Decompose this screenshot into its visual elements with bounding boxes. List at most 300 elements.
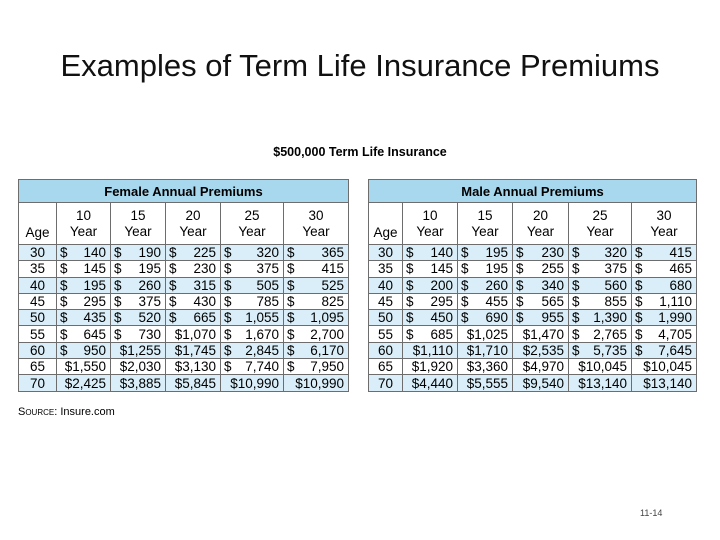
- table-row: [19, 375, 349, 391]
- term-unit: Year: [302, 223, 330, 239]
- premium-cell: [284, 342, 349, 358]
- term-years: 10: [75, 207, 92, 223]
- premium-cell: [57, 342, 111, 358]
- term-column-header: [458, 203, 513, 245]
- dollar-sign: $: [287, 277, 295, 293]
- dollar-sign: $: [169, 310, 177, 326]
- dollar-sign: $: [572, 277, 580, 293]
- premium-cell: [458, 342, 513, 358]
- premium-amount: 320: [256, 245, 279, 261]
- premium-cell: [569, 375, 632, 391]
- premium-cell: [513, 375, 569, 391]
- term-unit: Year: [179, 223, 207, 239]
- term-years: 25: [244, 207, 260, 223]
- premium-amount: 665: [193, 310, 216, 326]
- premium-cell: [57, 326, 111, 342]
- dollar-sign: $: [516, 245, 524, 261]
- premium-amount: 450: [430, 310, 453, 326]
- dollar-sign: $: [169, 294, 177, 310]
- term-unit: Year: [124, 223, 152, 239]
- premium-cell: [111, 261, 166, 277]
- dollar-sign: $: [516, 294, 524, 310]
- premium-cell: [221, 245, 284, 261]
- term-column-header: [284, 203, 349, 245]
- dollar-sign: $: [169, 277, 177, 293]
- term-unit: Year: [526, 223, 555, 239]
- premium-amount: 7,950: [310, 359, 344, 375]
- premium-cell: [166, 293, 221, 309]
- premium-cell: [403, 359, 458, 375]
- premium-amount: 4,705: [658, 326, 693, 342]
- premium-cell: [284, 326, 349, 342]
- premium-cell: [632, 245, 697, 261]
- premium-amount: 955: [541, 310, 564, 326]
- premium-amount: $1,110: [412, 342, 453, 358]
- table-row: [19, 277, 349, 293]
- table-row: [19, 359, 349, 375]
- dollar-sign: $: [114, 245, 122, 261]
- table-row: [369, 261, 697, 277]
- dollar-sign: $: [287, 245, 295, 261]
- dollar-sign: $: [114, 277, 122, 293]
- dollar-sign: $: [114, 310, 122, 326]
- dollar-sign: $: [224, 261, 232, 277]
- premium-amount: 255: [541, 261, 564, 277]
- premium-cell: [111, 310, 166, 326]
- dollar-sign: $: [635, 245, 643, 261]
- premium-amount: 690: [485, 310, 508, 326]
- dollar-sign: $: [60, 261, 68, 277]
- table-row: [369, 310, 697, 326]
- premium-cell: [513, 342, 569, 358]
- table-row: [19, 326, 349, 342]
- premium-cell: [166, 375, 221, 391]
- premium-amount: $5,845: [174, 375, 216, 391]
- premium-amount: 200: [430, 277, 453, 293]
- premium-cell: [166, 342, 221, 358]
- term-years: 20: [185, 207, 201, 223]
- premium-amount: 190: [138, 245, 161, 261]
- dollar-sign: $: [635, 294, 643, 310]
- premium-amount: 260: [485, 277, 508, 293]
- premium-cell: [57, 359, 111, 375]
- premium-cell: [403, 326, 458, 342]
- dollar-sign: $: [461, 294, 469, 310]
- premium-cell: [458, 261, 513, 277]
- age-cell: 30: [369, 245, 403, 261]
- dollar-sign: $: [635, 310, 643, 326]
- premium-amount: $1,920: [411, 359, 453, 375]
- dollar-sign: $: [60, 310, 68, 326]
- premium-amount: $9,540: [522, 375, 564, 391]
- premium-amount: 1,670: [245, 326, 279, 342]
- premium-cell: [513, 326, 569, 342]
- premium-amount: $3,885: [119, 375, 161, 391]
- premium-cell: [458, 326, 513, 342]
- premium-cell: [111, 326, 166, 342]
- dollar-sign: $: [224, 342, 232, 358]
- dollar-sign: $: [461, 277, 469, 293]
- dollar-sign: $: [114, 326, 122, 342]
- dollar-sign: $: [224, 277, 232, 293]
- premium-amount: $4,440: [411, 375, 453, 391]
- premium-cell: [111, 359, 166, 375]
- premium-amount: 340: [541, 277, 564, 293]
- premium-cell: [284, 310, 349, 326]
- term-years: 25: [592, 207, 608, 223]
- dollar-sign: $: [635, 342, 643, 358]
- premium-cell: [632, 326, 697, 342]
- age-cell: 60: [369, 342, 403, 358]
- premium-amount: 260: [138, 277, 161, 293]
- premium-amount: 465: [669, 261, 693, 277]
- premium-amount: 7,740: [245, 359, 279, 375]
- premium-amount: 2,765: [593, 326, 627, 342]
- term-column-header: [569, 203, 632, 245]
- premium-amount: 195: [485, 245, 508, 261]
- premium-cell: [166, 277, 221, 293]
- premium-amount: 140: [430, 245, 453, 261]
- premium-amount: 685: [430, 326, 453, 342]
- premium-cell: [221, 326, 284, 342]
- premium-cell: [569, 326, 632, 342]
- premium-amount: $10,045: [578, 359, 627, 375]
- premium-cell: [166, 326, 221, 342]
- premium-cell: [111, 375, 166, 391]
- age-cell: 65: [369, 359, 403, 375]
- premium-cell: [284, 245, 349, 261]
- premium-cell: [166, 359, 221, 375]
- term-years: 30: [656, 207, 672, 223]
- dollar-sign: $: [461, 245, 469, 261]
- premium-cell: [284, 277, 349, 293]
- premium-amount: $13,140: [578, 375, 627, 391]
- premium-amount: 825: [321, 294, 344, 310]
- premium-amount: 415: [321, 261, 344, 277]
- premium-cell: [632, 293, 697, 309]
- age-cell: 35: [369, 261, 403, 277]
- premium-cell: [632, 342, 697, 358]
- premium-cell: [166, 261, 221, 277]
- source-label: Source:: [18, 406, 58, 418]
- premium-amount: 230: [541, 245, 564, 261]
- table-row: [19, 261, 349, 277]
- premium-cell: [632, 375, 697, 391]
- premium-cell: [221, 293, 284, 309]
- table-row: [369, 293, 697, 309]
- premium-cell: [284, 261, 349, 277]
- dollar-sign: $: [224, 310, 232, 326]
- term-unit: Year: [238, 223, 266, 239]
- dollar-sign: $: [461, 261, 469, 277]
- table-row: [19, 293, 349, 309]
- term-years: 10: [422, 207, 438, 223]
- table-row: [19, 310, 349, 326]
- premium-amount: $10,990: [295, 375, 344, 391]
- premium-amount: $2,030: [119, 359, 161, 375]
- premium-cell: [458, 310, 513, 326]
- age-cell: 50: [19, 310, 57, 326]
- premium-cell: [403, 310, 458, 326]
- premium-amount: 375: [604, 261, 627, 277]
- dollar-sign: $: [224, 359, 232, 375]
- premium-amount: 505: [256, 277, 279, 293]
- premium-amount: 430: [193, 294, 216, 310]
- term-column-header: [166, 203, 221, 245]
- dollar-sign: $: [169, 261, 177, 277]
- premium-cell: [458, 359, 513, 375]
- premium-amount: $1,255: [119, 342, 161, 358]
- premium-amount: 5,735: [593, 342, 627, 358]
- dollar-sign: $: [287, 342, 295, 358]
- premium-cell: [513, 261, 569, 277]
- female-table-title: Female Annual Premiums: [19, 180, 349, 203]
- dollar-sign: $: [406, 326, 414, 342]
- dollar-sign: $: [114, 261, 122, 277]
- term-unit: Year: [471, 223, 499, 239]
- dollar-sign: $: [169, 245, 177, 261]
- premium-cell: [458, 293, 513, 309]
- dollar-sign: $: [287, 310, 295, 326]
- premium-cell: [632, 310, 697, 326]
- premium-amount: $1,070: [174, 326, 216, 342]
- age-column-header: Age: [369, 203, 403, 245]
- premium-cell: [111, 293, 166, 309]
- dollar-sign: $: [224, 294, 232, 310]
- premium-cell: [403, 342, 458, 358]
- premium-cell: [111, 277, 166, 293]
- premium-amount: 1,095: [310, 310, 344, 326]
- dollar-sign: $: [516, 277, 524, 293]
- column-header-row: [19, 203, 349, 245]
- premium-amount: $10,045: [643, 359, 693, 375]
- dollar-sign: $: [635, 261, 643, 277]
- dollar-sign: $: [516, 261, 524, 277]
- premium-amount: 565: [541, 294, 564, 310]
- table-row: [19, 342, 349, 358]
- premium-cell: [403, 375, 458, 391]
- term-column-header: [403, 203, 458, 245]
- premium-amount: 525: [321, 277, 344, 293]
- premium-amount: 375: [138, 294, 161, 310]
- premium-cell: [632, 359, 697, 375]
- premium-cell: [403, 261, 458, 277]
- premium-amount: 435: [83, 310, 106, 326]
- premium-cell: [221, 375, 284, 391]
- premium-cell: [284, 293, 349, 309]
- female-premiums-table: [18, 179, 349, 392]
- age-cell: 45: [19, 293, 57, 309]
- age-cell: 70: [369, 375, 403, 391]
- premium-amount: $13,140: [643, 375, 693, 391]
- premium-cell: [221, 261, 284, 277]
- dollar-sign: $: [60, 326, 68, 342]
- table-row: [19, 245, 349, 261]
- term-column-header: [57, 203, 111, 245]
- premium-cell: [57, 310, 111, 326]
- dollar-sign: $: [287, 261, 295, 277]
- term-unit: Year: [416, 223, 444, 239]
- premium-amount: $1,470: [522, 326, 564, 342]
- premium-amount: 680: [669, 277, 693, 293]
- figure-title: $500,000 Term Life Insurance: [273, 145, 447, 159]
- male-table-title: Male Annual Premiums: [369, 180, 697, 203]
- premium-amount: $10,990: [230, 375, 279, 391]
- age-cell: 60: [19, 342, 57, 358]
- age-cell: 65: [19, 359, 57, 375]
- slide-title: Examples of Term Life Insurance Premiums: [60, 48, 660, 83]
- premium-cell: [513, 293, 569, 309]
- premium-cell: [569, 261, 632, 277]
- premium-cell: [569, 310, 632, 326]
- premium-cell: [513, 245, 569, 261]
- term-column-header: [111, 203, 166, 245]
- age-cell: 40: [369, 277, 403, 293]
- premium-cell: [458, 277, 513, 293]
- premium-amount: 855: [604, 294, 627, 310]
- dollar-sign: $: [114, 294, 122, 310]
- dollar-sign: $: [406, 261, 414, 277]
- dollar-sign: $: [224, 326, 232, 342]
- premium-cell: [569, 359, 632, 375]
- premium-cell: [221, 342, 284, 358]
- premium-amount: $5,555: [466, 375, 508, 391]
- premium-cell: [57, 375, 111, 391]
- dollar-sign: $: [572, 310, 580, 326]
- premium-amount: $4,970: [522, 359, 564, 375]
- premium-amount: 2,700: [310, 326, 344, 342]
- premium-amount: $1,025: [466, 326, 508, 342]
- premium-amount: 560: [604, 277, 627, 293]
- age-cell: 35: [19, 261, 57, 277]
- source-note: [18, 406, 115, 418]
- premium-amount: $2,425: [64, 375, 106, 391]
- premium-amount: $1,550: [64, 359, 106, 375]
- premium-amount: 785: [256, 294, 279, 310]
- term-column-header: [221, 203, 284, 245]
- premium-amount: 7,645: [658, 342, 693, 358]
- term-unit: Year: [69, 223, 98, 239]
- dollar-sign: $: [406, 245, 414, 261]
- premium-cell: [57, 277, 111, 293]
- premium-cell: [111, 342, 166, 358]
- premium-amount: 320: [604, 245, 627, 261]
- premium-cell: [166, 245, 221, 261]
- term-years: 30: [308, 207, 324, 223]
- dollar-sign: $: [406, 310, 414, 326]
- dollar-sign: $: [406, 277, 414, 293]
- premium-cell: [569, 293, 632, 309]
- age-cell: 50: [369, 310, 403, 326]
- premium-amount: 1,055: [245, 310, 279, 326]
- premium-amount: $1,745: [174, 342, 216, 358]
- term-years: 15: [477, 207, 493, 223]
- dollar-sign: $: [635, 277, 643, 293]
- premium-amount: 1,390: [593, 310, 627, 326]
- premium-cell: [513, 310, 569, 326]
- premium-amount: 315: [193, 277, 216, 293]
- premium-cell: [513, 359, 569, 375]
- premium-amount: $2,535: [522, 342, 564, 358]
- column-header-row: [369, 203, 697, 245]
- dollar-sign: $: [224, 245, 232, 261]
- premium-amount: 455: [485, 294, 508, 310]
- table-row: [369, 342, 697, 358]
- premium-amount: 645: [83, 326, 106, 342]
- table-row: [369, 359, 697, 375]
- premium-amount: $1,710: [466, 342, 508, 358]
- premium-amount: 195: [83, 277, 106, 293]
- premium-amount: 520: [138, 310, 161, 326]
- page-number: 11-14: [640, 508, 663, 518]
- dollar-sign: $: [60, 277, 68, 293]
- age-cell: 40: [19, 277, 57, 293]
- premium-amount: 140: [83, 245, 106, 261]
- term-column-header: [513, 203, 569, 245]
- table-row: [369, 277, 697, 293]
- premium-amount: $3,130: [174, 359, 216, 375]
- term-unit: Year: [650, 223, 678, 239]
- premium-cell: [221, 310, 284, 326]
- age-cell: 30: [19, 245, 57, 261]
- premium-cell: [403, 293, 458, 309]
- premium-amount: 2,845: [245, 342, 279, 358]
- dollar-sign: $: [60, 245, 68, 261]
- dollar-sign: $: [572, 245, 580, 261]
- premium-cell: [166, 310, 221, 326]
- dollar-sign: $: [572, 342, 580, 358]
- dollar-sign: $: [572, 261, 580, 277]
- term-years: 15: [130, 207, 146, 223]
- dollar-sign: $: [287, 294, 295, 310]
- premium-cell: [57, 245, 111, 261]
- age-column-header: Age: [19, 203, 57, 245]
- dollar-sign: $: [572, 326, 580, 342]
- term-years: 20: [532, 207, 549, 223]
- dollar-sign: $: [60, 294, 68, 310]
- premium-amount: 365: [321, 245, 344, 261]
- premium-cell: [403, 277, 458, 293]
- premium-cell: [458, 375, 513, 391]
- premium-cell: [111, 245, 166, 261]
- dollar-sign: $: [287, 326, 295, 342]
- table-row: [369, 245, 697, 261]
- dollar-sign: $: [635, 326, 643, 342]
- premium-amount: 145: [83, 261, 106, 277]
- premium-amount: 230: [193, 261, 216, 277]
- premium-amount: 415: [669, 245, 693, 261]
- premium-cell: [458, 245, 513, 261]
- age-cell: 70: [19, 375, 57, 391]
- premium-cell: [221, 359, 284, 375]
- premium-cell: [569, 342, 632, 358]
- premium-cell: [513, 277, 569, 293]
- premium-cell: [221, 277, 284, 293]
- premium-amount: 730: [138, 326, 161, 342]
- dollar-sign: $: [461, 310, 469, 326]
- premium-cell: [569, 245, 632, 261]
- premium-amount: 195: [485, 261, 508, 277]
- age-cell: 45: [369, 293, 403, 309]
- table-row: [369, 326, 697, 342]
- premium-amount: 145: [430, 261, 453, 277]
- source-text: Insure.com: [60, 406, 115, 418]
- premium-amount: 950: [83, 342, 106, 358]
- premium-cell: [403, 245, 458, 261]
- premium-amount: 375: [256, 261, 279, 277]
- premium-amount: 1,110: [659, 294, 693, 310]
- premium-amount: 195: [138, 261, 161, 277]
